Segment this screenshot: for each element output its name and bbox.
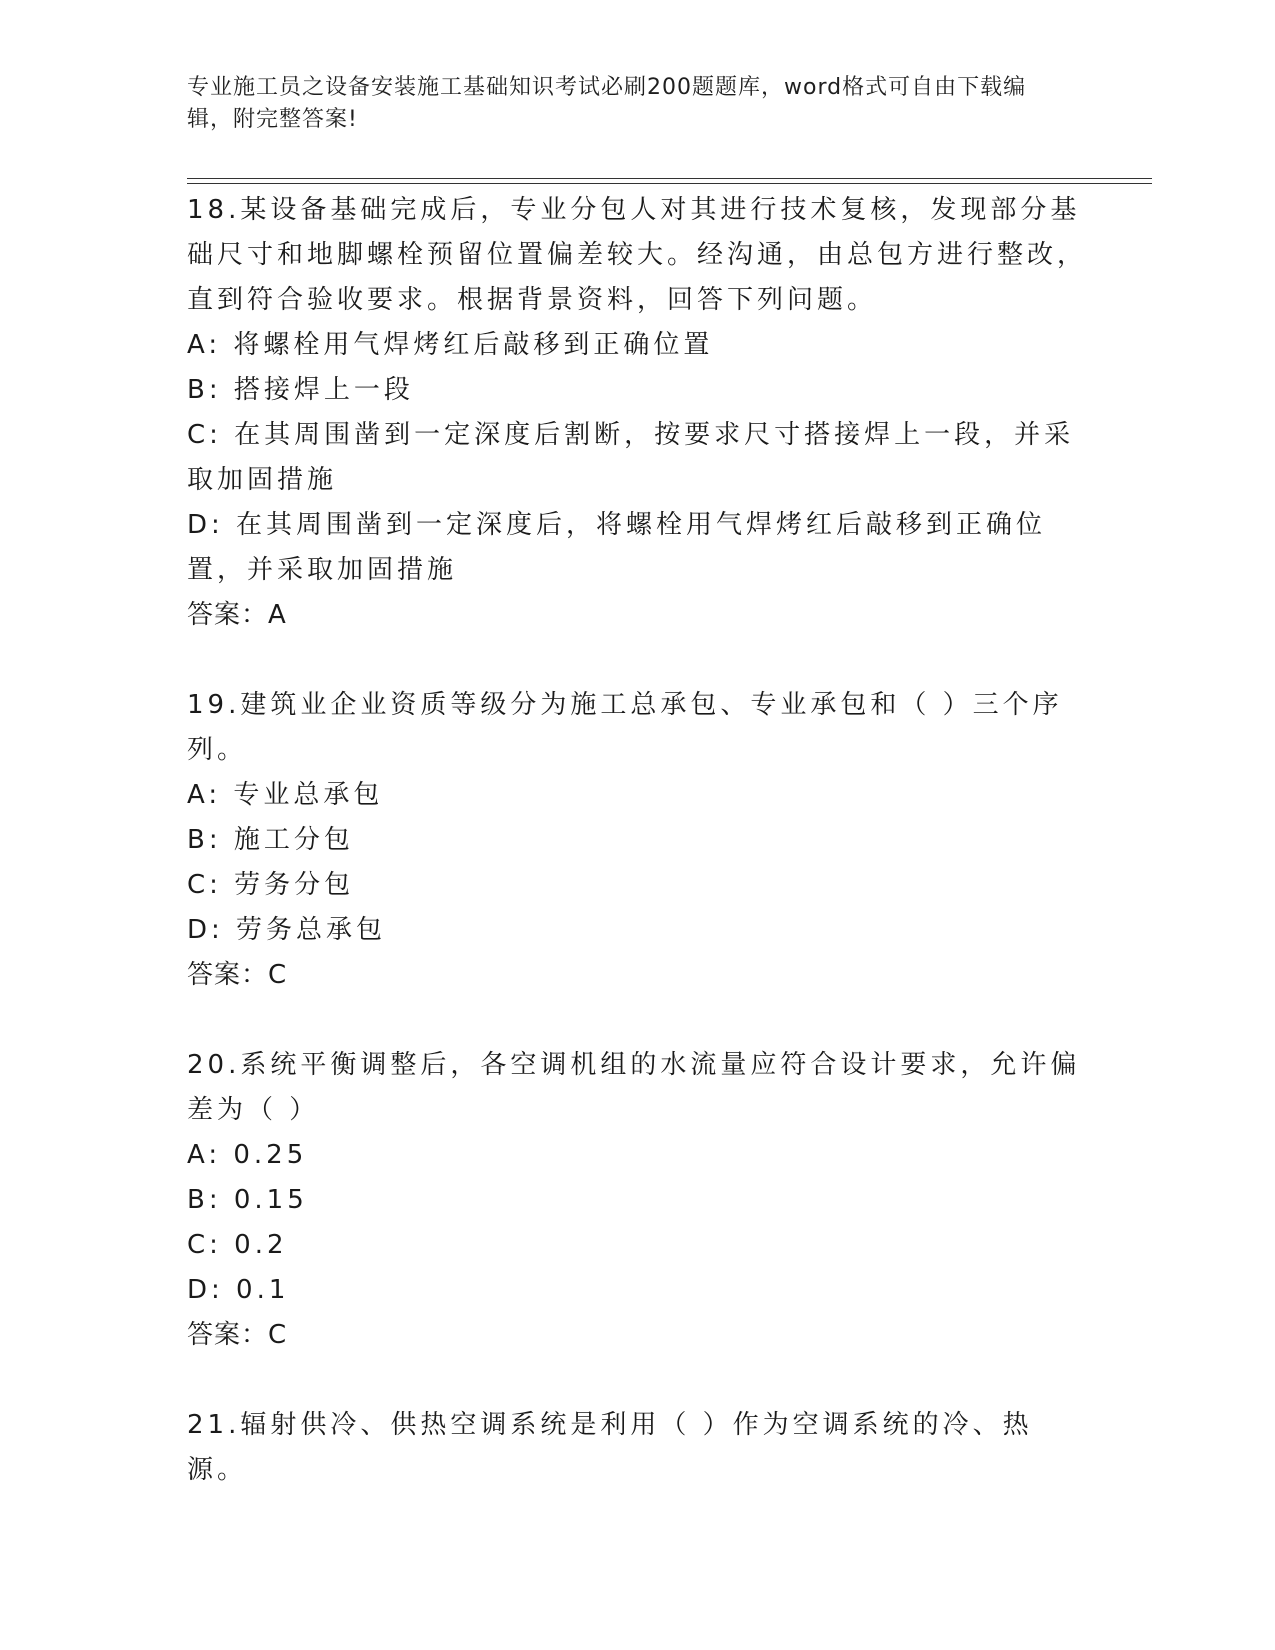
answer-label: 答案：C [187,1320,288,1350]
question-list [187,188,1087,1493]
question-20 [187,1043,1087,1358]
question-spacer [187,1358,1087,1403]
question-spacer [187,638,1087,683]
option-a: A: 专业总承包 [187,780,384,810]
option-b: B: 搭接焊上一段 [187,375,414,405]
option-a: A: 将螺栓用气焊烤红后敲移到正确位置 [187,330,714,360]
option-a: A: 0.25 [187,1140,308,1170]
question-stem: 21.辐射供冷、供热空调系统是利用（ ）作为空调系统的冷、热源。 [187,1410,1033,1485]
question-21 [187,1403,1087,1493]
header-divider-bottom [187,183,1152,184]
option-b: B: 0.15 [187,1185,308,1215]
option-c: C: 0.2 [187,1230,288,1260]
header-divider-top [187,178,1152,179]
option-d: D: 0.1 [187,1275,290,1305]
option-c: C: 劳务分包 [187,870,355,900]
option-d: D: 劳务总承包 [187,915,387,945]
question-stem: 19.建筑业企业资质等级分为施工总承包、专业承包和（ ）三个序列。 [187,690,1063,765]
question-18 [187,188,1087,638]
option-c: C: 在其周围凿到一定深度后割断，按要求尺寸搭接焊上一段，并采取加固措施 [187,420,1075,495]
question-stem: 18.某设备基础完成后，专业分包人对其进行技术复核，发现部分基础尺寸和地脚螺栓预留位置偏差较大。经沟通，由总包方进行整改，直到符合验收要求。根据背景资料，回答下列问题。 [187,195,1088,315]
answer-label: 答案：A [187,600,287,630]
answer-label: 答案：C [187,960,288,990]
question-spacer [187,998,1087,1043]
question-stem: 20.系统平衡调整后，各空调机组的水流量应符合设计要求，允许偏差为（ ） [187,1050,1081,1125]
option-d: D: 在其周围凿到一定深度后，将螺栓用气焊烤红后敲移到正确位置，并采取加固措施 [187,510,1047,585]
document-header: 专业施工员之设备安装施工基础知识考试必刷200题题库，word格式可自由下载编辑，附完整答案! [187,75,1027,132]
question-19 [187,683,1087,998]
option-b: B: 施工分包 [187,825,354,855]
